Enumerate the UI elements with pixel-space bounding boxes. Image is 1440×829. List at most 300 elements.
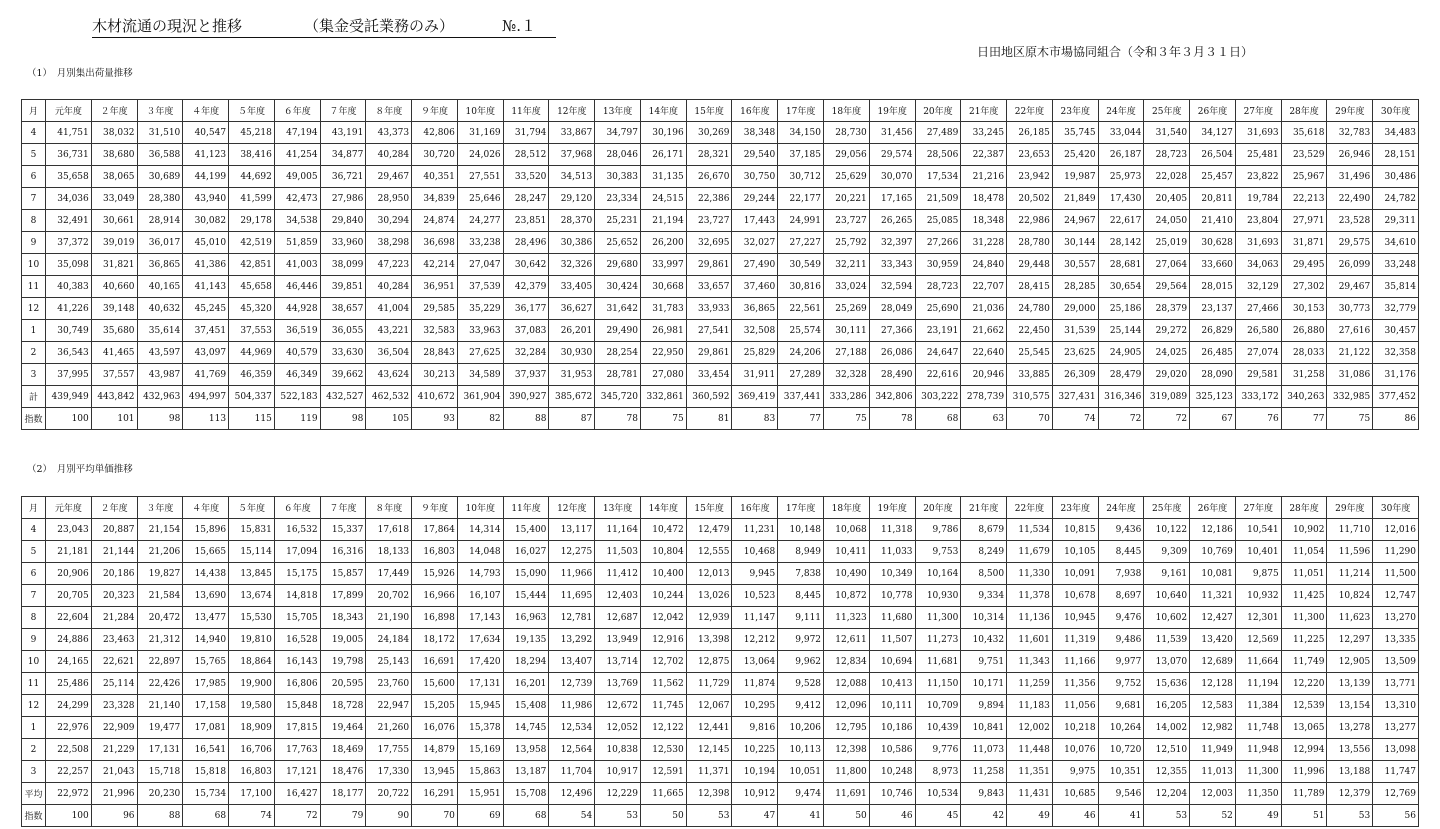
table-cell: 34,483	[1373, 122, 1419, 144]
table-cell: 11,695	[549, 585, 595, 607]
year-header: ８年度	[366, 497, 412, 519]
table-cell: 9,972	[778, 629, 824, 651]
table-cell: 19,900	[229, 673, 275, 695]
table-cell: 25,420	[1052, 144, 1098, 166]
table-cell: 22,604	[46, 607, 92, 629]
table-cell: 42,519	[229, 232, 275, 254]
table-row	[22, 541, 1419, 563]
year-header: 27年度	[1235, 100, 1281, 122]
table-cell: 28,843	[412, 342, 458, 364]
table-cell: 24,905	[1098, 342, 1144, 364]
table-cell: 28,254	[595, 342, 641, 364]
table-cell: 10,912	[732, 783, 778, 805]
table-cell: 10,872	[824, 585, 870, 607]
year-header: 29年度	[1327, 497, 1373, 519]
table-cell: 17,165	[869, 188, 915, 210]
table-cell: 31,693	[1235, 122, 1281, 144]
table-cell: 30,749	[46, 320, 92, 342]
table-cell: 9,486	[1098, 629, 1144, 651]
table-cell: 10,264	[1098, 717, 1144, 739]
table-cell: 12,916	[640, 629, 686, 651]
year-header: ９年度	[412, 497, 458, 519]
table-cell: 26,880	[1281, 320, 1327, 342]
table-row	[22, 739, 1419, 761]
table-row	[22, 320, 1419, 342]
table-cell: 30,111	[824, 320, 870, 342]
table-cell: 26,086	[869, 342, 915, 364]
table-cell: 12,441	[686, 717, 732, 739]
year-header: 28年度	[1281, 497, 1327, 519]
table-cell: 46,359	[229, 364, 275, 386]
table-row	[22, 408, 1419, 430]
table-cell: 15,600	[412, 673, 458, 695]
table-cell: 12,220	[1281, 673, 1327, 695]
table-row	[22, 210, 1419, 232]
table-cell: 33,520	[503, 166, 549, 188]
table-cell: 23,942	[1007, 166, 1053, 188]
table-cell: 17,131	[137, 739, 183, 761]
table-cell: 11,290	[1373, 541, 1419, 563]
table-cell: 17,864	[412, 519, 458, 541]
year-header: 11年度	[503, 497, 549, 519]
table-cell: 20,595	[320, 673, 366, 695]
table-cell: 69	[457, 805, 503, 827]
table-cell: 8,249	[961, 541, 1007, 563]
table-cell: 22,947	[366, 695, 412, 717]
table-cell: 10,769	[1190, 541, 1236, 563]
table-cell: 28,780	[1007, 232, 1053, 254]
year-header: 24年度	[1098, 100, 1144, 122]
table-cell: 33,657	[686, 276, 732, 298]
table-cell: 27,188	[824, 342, 870, 364]
table-cell: 333,286	[824, 386, 870, 408]
table-cell: 43,097	[183, 342, 229, 364]
table-cell: 12,769	[1373, 783, 1419, 805]
table-cell: 12,591	[640, 761, 686, 783]
table-cell: 31,642	[595, 298, 641, 320]
table-cell: 96	[91, 805, 137, 827]
table-cell: 45,658	[229, 276, 275, 298]
table-cell: 24,780	[1007, 298, 1053, 320]
table-cell: 11,371	[686, 761, 732, 783]
row-label: 3	[22, 761, 46, 783]
table-cell: 13,509	[1373, 651, 1419, 673]
table-cell: 21,849	[1052, 188, 1098, 210]
table-cell: 10,932	[1235, 585, 1281, 607]
table-cell: 31,086	[1327, 364, 1373, 386]
table-cell: 40,632	[137, 298, 183, 320]
table-cell: 11,665	[640, 783, 686, 805]
table-cell: 23,760	[366, 673, 412, 695]
header-row	[22, 100, 1419, 122]
table-cell: 40,351	[412, 166, 458, 188]
table-cell: 15,090	[503, 563, 549, 585]
year-header: ７年度	[320, 497, 366, 519]
table-cell: 33,024	[824, 276, 870, 298]
table-cell: 10,746	[869, 783, 915, 805]
table-cell: 20,906	[46, 563, 92, 585]
table-cell: 9,412	[778, 695, 824, 717]
table-row	[22, 342, 1419, 364]
table-cell: 35,680	[91, 320, 137, 342]
table-cell: 16,691	[412, 651, 458, 673]
table-cell: 14,438	[183, 563, 229, 585]
table-cell: 12,875	[686, 651, 732, 673]
table-cell: 9,816	[732, 717, 778, 739]
table-cell: 98	[320, 408, 366, 430]
table-row	[22, 695, 1419, 717]
table-cell: 39,851	[320, 276, 366, 298]
table-cell: 10,804	[640, 541, 686, 563]
table-cell: 12,067	[686, 695, 732, 717]
table-cell: 47	[732, 805, 778, 827]
table-cell: 31,821	[91, 254, 137, 276]
table-cell: 11,601	[1007, 629, 1053, 651]
table-cell: 11,343	[1007, 651, 1053, 673]
table-row	[22, 166, 1419, 188]
table-cell: 21,190	[366, 607, 412, 629]
table-cell: 13,771	[1373, 673, 1419, 695]
table-cell: 10,351	[1098, 761, 1144, 783]
table-cell: 29,861	[686, 342, 732, 364]
table-cell: 20,722	[366, 783, 412, 805]
table-cell: 35,745	[1052, 122, 1098, 144]
table-cell: 41,465	[91, 342, 137, 364]
table-cell: 30,773	[1327, 298, 1373, 320]
table-cell: 10,720	[1098, 739, 1144, 761]
table-cell: 10,685	[1052, 783, 1098, 805]
table-cell: 30,930	[549, 342, 595, 364]
table-cell: 22,387	[961, 144, 1007, 166]
table-cell: 16,541	[183, 739, 229, 761]
section-price-title: （2） 月別平均単価推移	[27, 464, 133, 475]
table-cell: 11,412	[595, 563, 641, 585]
table-cell: 13,690	[183, 585, 229, 607]
table-cell: 10,778	[869, 585, 915, 607]
table-cell: 77	[778, 408, 824, 430]
table-cell: 13,958	[503, 739, 549, 761]
table-cell: 31,169	[457, 122, 503, 144]
year-header: 18年度	[824, 100, 870, 122]
table-cell: 38,348	[732, 122, 778, 144]
table-cell: 9,776	[915, 739, 961, 761]
table-cell: 46	[869, 805, 915, 827]
table-cell: 74	[229, 805, 275, 827]
table-cell: 19,135	[503, 629, 549, 651]
table-cell: 20,230	[137, 783, 183, 805]
table-cell: 17,443	[732, 210, 778, 232]
table-cell: 12,145	[686, 739, 732, 761]
table-cell: 53	[686, 805, 732, 827]
table-cell: 30,557	[1052, 254, 1098, 276]
table-cell: 11,507	[869, 629, 915, 651]
table-cell: 33,660	[1190, 254, 1236, 276]
table-cell: 12,982	[1190, 717, 1236, 739]
table-cell: 12,555	[686, 541, 732, 563]
year-header: 17年度	[778, 497, 824, 519]
table-cell: 27,080	[640, 364, 686, 386]
year-header: 28年度	[1281, 100, 1327, 122]
table-cell: 24,026	[457, 144, 503, 166]
table-cell: 342,806	[869, 386, 915, 408]
table-cell: 43,597	[137, 342, 183, 364]
row-label: 9	[22, 629, 46, 651]
table-cell: 18,476	[320, 761, 366, 783]
table-cell: 30,486	[1373, 166, 1419, 188]
table-cell: 37,372	[46, 232, 92, 254]
table-cell: 34,036	[46, 188, 92, 210]
table-cell: 12,355	[1144, 761, 1190, 783]
table-cell: 10,917	[595, 761, 641, 783]
table-cell: 10,838	[595, 739, 641, 761]
table-cell: 23,851	[503, 210, 549, 232]
year-header: ２年度	[91, 497, 137, 519]
table-cell: 14,940	[183, 629, 229, 651]
table-cell: 30,668	[640, 276, 686, 298]
row-label: 1	[22, 320, 46, 342]
table-cell: 16,706	[229, 739, 275, 761]
table-cell: 30,549	[778, 254, 824, 276]
row-label: 10	[22, 254, 46, 276]
table-cell: 21,584	[137, 585, 183, 607]
table-cell: 11,384	[1235, 695, 1281, 717]
year-header: ３年度	[137, 100, 183, 122]
table-cell: 12,301	[1235, 607, 1281, 629]
table-cell: 30,082	[183, 210, 229, 232]
table-cell: 11,323	[824, 607, 870, 629]
table-cell: 10,171	[961, 673, 1007, 695]
row-label: 計	[22, 386, 46, 408]
table-cell: 79	[320, 805, 366, 827]
table-cell: 87	[549, 408, 595, 430]
table-cell: 494,997	[183, 386, 229, 408]
table-cell: 45,218	[229, 122, 275, 144]
table-cell: 10,164	[915, 563, 961, 585]
table-cell: 30,689	[137, 166, 183, 188]
year-header: 24年度	[1098, 497, 1144, 519]
table-cell: 34,610	[1373, 232, 1419, 254]
table-cell: 45,320	[229, 298, 275, 320]
year-header: ３年度	[137, 497, 183, 519]
table-cell: 12,702	[640, 651, 686, 673]
table-cell: 27,266	[915, 232, 961, 254]
table-cell: 19,798	[320, 651, 366, 673]
table-cell: 30,642	[503, 254, 549, 276]
table-cell: 340,263	[1281, 386, 1327, 408]
table-cell: 21,410	[1190, 210, 1236, 232]
table-cell: 29,311	[1373, 210, 1419, 232]
row-label: 11	[22, 276, 46, 298]
table-cell: 9,875	[1235, 563, 1281, 585]
table-cell: 20,502	[1007, 188, 1053, 210]
row-label: 3	[22, 364, 46, 386]
table-cell: 22,386	[686, 188, 732, 210]
year-header: 12年度	[549, 497, 595, 519]
table-cell: 23,043	[46, 519, 92, 541]
table-cell: 13,674	[229, 585, 275, 607]
table-cell: 32,326	[549, 254, 595, 276]
table-cell: 28,379	[1144, 298, 1190, 320]
table-row	[22, 232, 1419, 254]
table-cell: 11,539	[1144, 629, 1190, 651]
table-cell: 12,398	[824, 739, 870, 761]
table-cell: 51,859	[274, 232, 320, 254]
table-cell: 43,191	[320, 122, 366, 144]
table-cell: 13,188	[1327, 761, 1373, 783]
table-cell: 75	[1327, 408, 1373, 430]
table-cell: 21,260	[366, 717, 412, 739]
table-row	[22, 673, 1419, 695]
table-cell: 33,963	[457, 320, 503, 342]
table-cell: 38,298	[366, 232, 412, 254]
table-cell: 37,083	[503, 320, 549, 342]
table-cell: 13,556	[1327, 739, 1373, 761]
table-cell: 50	[824, 805, 870, 827]
table-cell: 11,431	[1007, 783, 1053, 805]
table-cell: 7,838	[778, 563, 824, 585]
year-header: 13年度	[595, 497, 641, 519]
table-cell: 15,863	[457, 761, 503, 783]
table-cell: 77	[1281, 408, 1327, 430]
table-cell: 23,727	[686, 210, 732, 232]
table-cell: 15,400	[503, 519, 549, 541]
table-cell: 26,201	[549, 320, 595, 342]
table-cell: 16,143	[274, 651, 320, 673]
table-cell: 30,750	[732, 166, 778, 188]
table-cell: 16,806	[274, 673, 320, 695]
table-cell: 42,214	[412, 254, 458, 276]
table-cell: 23,328	[91, 695, 137, 717]
table-cell: 13,335	[1373, 629, 1419, 651]
table-cell: 41,226	[46, 298, 92, 320]
table-cell: 504,337	[229, 386, 275, 408]
title-subtitle: （集金受託業務のみ）	[304, 15, 502, 38]
table-row	[22, 386, 1419, 408]
table-cell: 17,815	[274, 717, 320, 739]
table-cell: 28,285	[1052, 276, 1098, 298]
table-cell: 11,562	[640, 673, 686, 695]
table-cell: 30,070	[869, 166, 915, 188]
table-cell: 11,183	[1007, 695, 1053, 717]
table-cell: 76	[1235, 408, 1281, 430]
table-cell: 15,831	[229, 519, 275, 541]
table-cell: 15,765	[183, 651, 229, 673]
table-cell: 34,127	[1190, 122, 1236, 144]
table-cell: 14,002	[1144, 717, 1190, 739]
table-cell: 12,583	[1190, 695, 1236, 717]
table-cell: 12,088	[824, 673, 870, 695]
table-cell: 11,150	[915, 673, 961, 695]
table-cell: 16,027	[503, 541, 549, 563]
table-cell: 40,284	[366, 276, 412, 298]
table-cell: 11,710	[1327, 519, 1373, 541]
table-cell: 14,818	[274, 585, 320, 607]
table-cell: 10,081	[1190, 563, 1236, 585]
table-cell: 11,056	[1052, 695, 1098, 717]
table-cell: 24,886	[46, 629, 92, 651]
table-row	[22, 144, 1419, 166]
table-cell: 22,621	[91, 651, 137, 673]
table-cell: 10,490	[824, 563, 870, 585]
table-cell: 10,400	[640, 563, 686, 585]
table-cell: 20,472	[137, 607, 183, 629]
table-cell: 11,748	[1235, 717, 1281, 739]
table-cell: 29,448	[1007, 254, 1053, 276]
table-cell: 12,122	[640, 717, 686, 739]
row-label: 指数	[22, 805, 46, 827]
table-cell: 10,148	[778, 519, 824, 541]
table-cell: 93	[412, 408, 458, 430]
row-label: 1	[22, 717, 46, 739]
table-cell: 34,797	[595, 122, 641, 144]
table-row	[22, 651, 1419, 673]
table-cell: 31,510	[137, 122, 183, 144]
year-header: ８年度	[366, 100, 412, 122]
table-cell: 15,175	[274, 563, 320, 585]
table-cell: 31,228	[961, 232, 1007, 254]
table-cell: 24,647	[915, 342, 961, 364]
table-cell: 28,496	[503, 232, 549, 254]
table-cell: 29,574	[869, 144, 915, 166]
table-cell: 12,510	[1144, 739, 1190, 761]
table-cell: 13,398	[686, 629, 732, 651]
table-cell: 82	[457, 408, 503, 430]
table-cell: 10,523	[732, 585, 778, 607]
table-cell: 29,680	[595, 254, 641, 276]
table-cell: 15,636	[1144, 673, 1190, 695]
table-cell: 31,953	[549, 364, 595, 386]
table-cell: 63	[961, 408, 1007, 430]
year-header: 10年度	[457, 497, 503, 519]
table-cell: 9,476	[1098, 607, 1144, 629]
table-cell: 12,994	[1281, 739, 1327, 761]
table-cell: 10,468	[732, 541, 778, 563]
table-cell: 18,294	[503, 651, 549, 673]
table-cell: 21,154	[137, 519, 183, 541]
table-cell: 28,247	[503, 188, 549, 210]
table-cell: 35,098	[46, 254, 92, 276]
table-cell: 105	[366, 408, 412, 430]
table-cell: 33,343	[869, 254, 915, 276]
table-cell: 31,794	[503, 122, 549, 144]
table-cell: 9,843	[961, 783, 1007, 805]
table-cell: 17,755	[366, 739, 412, 761]
table-cell: 29,056	[824, 144, 870, 166]
table-cell: 36,865	[732, 298, 778, 320]
table-cell: 26,187	[1098, 144, 1144, 166]
table-cell: 40,165	[137, 276, 183, 298]
table-cell: 49,005	[274, 166, 320, 188]
table-row	[22, 254, 1419, 276]
table-cell: 15,705	[274, 607, 320, 629]
table-cell: 17,121	[274, 761, 320, 783]
year-header: 23年度	[1052, 497, 1098, 519]
table-cell: 31,540	[1144, 122, 1190, 144]
table-cell: 21,216	[961, 166, 1007, 188]
table-cell: 15,896	[183, 519, 229, 541]
year-header: 19年度	[869, 100, 915, 122]
table-cell: 36,177	[503, 298, 549, 320]
table-cell: 9,975	[1052, 761, 1098, 783]
table-cell: 12,834	[824, 651, 870, 673]
table-cell: 25,481	[1235, 144, 1281, 166]
table-cell: 12,229	[595, 783, 641, 805]
table-cell: 41,386	[183, 254, 229, 276]
table-cell: 17,158	[183, 695, 229, 717]
year-header: 20年度	[915, 100, 961, 122]
table-cell: 30,628	[1190, 232, 1236, 254]
table-cell: 11,147	[732, 607, 778, 629]
